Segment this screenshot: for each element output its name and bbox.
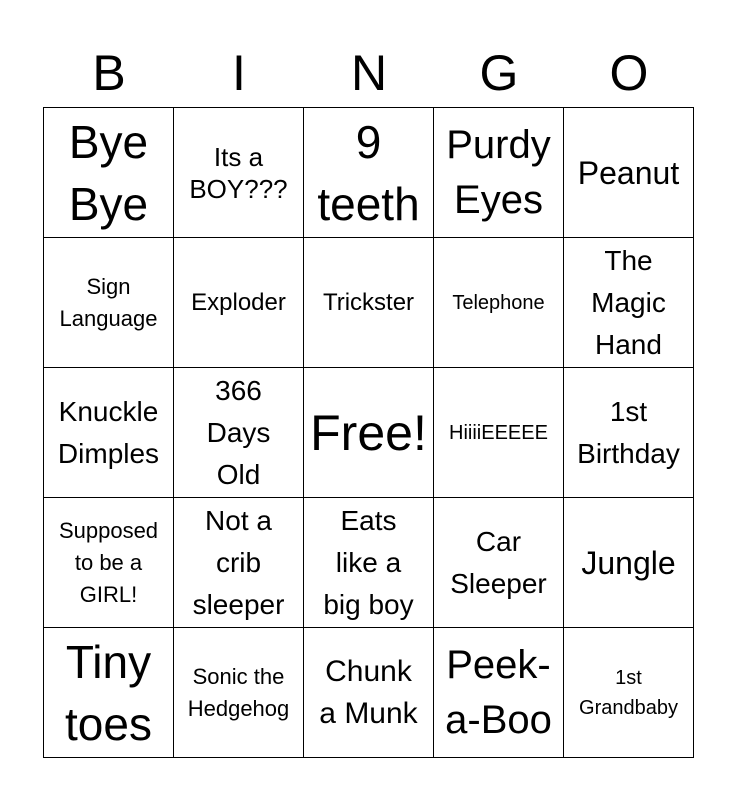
cell-text: Peanut bbox=[577, 154, 680, 191]
cell-text: Eats like a big boy bbox=[323, 504, 414, 620]
bingo-cell[interactable] bbox=[44, 498, 174, 628]
bingo-cell[interactable] bbox=[434, 368, 564, 498]
cell-text: Not a crib sleeper bbox=[192, 504, 285, 620]
cell-text: Bye Bye bbox=[68, 115, 149, 230]
bingo-cell[interactable] bbox=[304, 108, 434, 238]
bingo-cell[interactable] bbox=[174, 368, 304, 498]
cell-text: Telephone bbox=[452, 291, 545, 314]
bingo-cell[interactable] bbox=[44, 108, 174, 238]
header-letter-o: O bbox=[609, 45, 649, 101]
header-letter-b: B bbox=[92, 45, 126, 101]
bingo-cell[interactable] bbox=[434, 628, 564, 758]
header-letter-n: N bbox=[350, 45, 388, 101]
cell-text: Peek- a-Boo bbox=[445, 642, 552, 742]
bingo-cell[interactable] bbox=[174, 108, 304, 238]
cell-text: 9 teeth bbox=[317, 115, 420, 230]
bingo-cell[interactable] bbox=[174, 238, 304, 368]
cell-text: Tiny toes bbox=[65, 635, 152, 750]
cell-text: Free! bbox=[310, 404, 427, 461]
bingo-cell[interactable] bbox=[564, 628, 694, 758]
bingo-cell[interactable] bbox=[434, 108, 564, 238]
bingo-cell[interactable] bbox=[434, 238, 564, 368]
bingo-cell[interactable] bbox=[44, 628, 174, 758]
cell-text: Knuckle Dimples bbox=[57, 395, 160, 469]
cell-text: Exploder bbox=[191, 288, 286, 316]
cell-text: Sign Language bbox=[59, 273, 158, 331]
cell-text: Sonic the Hedgehog bbox=[187, 663, 290, 721]
cell-text: The Magic Hand bbox=[591, 244, 666, 360]
bingo-header bbox=[44, 40, 694, 106]
bingo-cell[interactable] bbox=[564, 108, 694, 238]
bingo-cell[interactable] bbox=[304, 628, 434, 758]
bingo-cell[interactable] bbox=[564, 238, 694, 368]
cell-text: Jungle bbox=[581, 544, 676, 581]
bingo-cell[interactable] bbox=[304, 238, 434, 368]
cell-text: Car Sleeper bbox=[450, 525, 547, 599]
cell-text: Its a BOY??? bbox=[189, 141, 288, 204]
bingo-cell[interactable] bbox=[304, 498, 434, 628]
cell-text: 1st Grandbaby bbox=[579, 666, 678, 719]
cell-text: Chunk a Munk bbox=[319, 654, 418, 730]
bingo-cell[interactable] bbox=[44, 368, 174, 498]
bingo-cell[interactable] bbox=[434, 498, 564, 628]
cell-text: 1st Birthday bbox=[577, 395, 680, 469]
bingo-grid bbox=[43, 107, 694, 758]
cell-text: Trickster bbox=[322, 288, 415, 316]
bingo-cell[interactable] bbox=[174, 628, 304, 758]
bingo-cell[interactable] bbox=[564, 498, 694, 628]
bingo-cell[interactable] bbox=[174, 498, 304, 628]
free-space[interactable] bbox=[304, 368, 434, 498]
header-letter-i: I bbox=[232, 45, 246, 101]
cell-text: Supposed to be a GIRL! bbox=[58, 517, 159, 607]
cell-text: Purdy Eyes bbox=[446, 122, 551, 222]
header-letter-g: G bbox=[479, 45, 519, 101]
cell-text: HiiiiEEEEE bbox=[449, 421, 548, 444]
cell-text: 366 Days Old bbox=[206, 374, 271, 490]
bingo-cell[interactable] bbox=[564, 368, 694, 498]
bingo-cell[interactable] bbox=[44, 238, 174, 368]
